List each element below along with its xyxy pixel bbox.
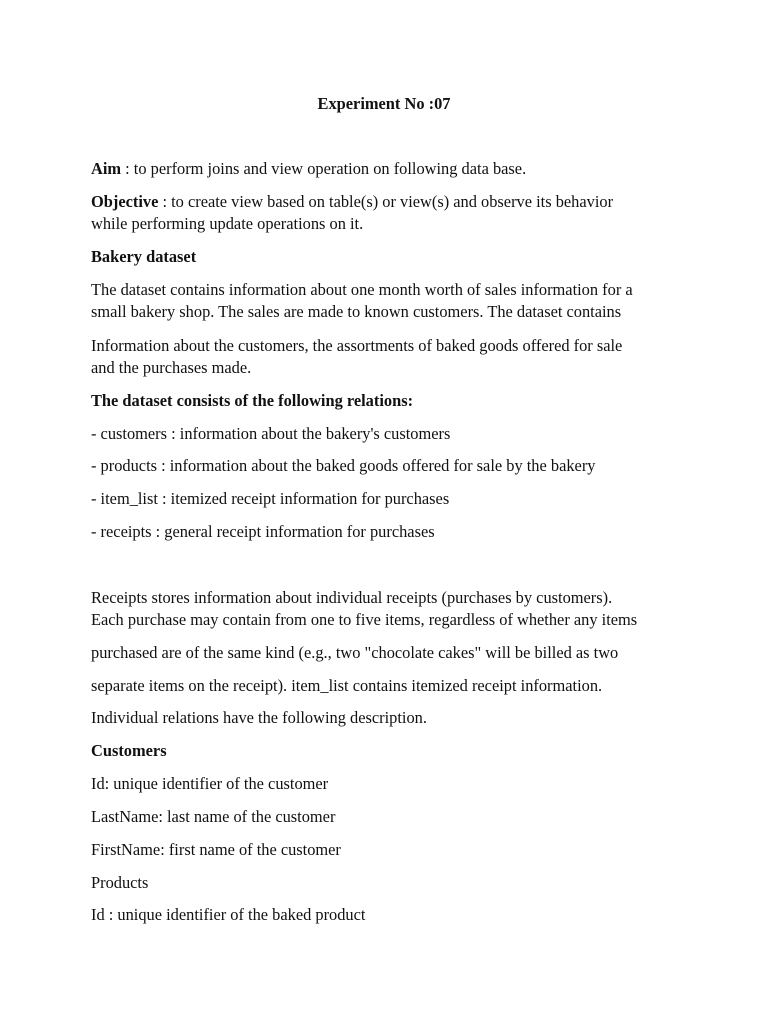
receipts-paragraph-line: purchased are of the same kind (e.g., two "chocolate cakes" will be billed as two bbox=[91, 643, 619, 662]
dataset-paragraph-line: and the purchases made. bbox=[91, 358, 252, 377]
objective-label: Objective bbox=[91, 192, 159, 211]
page-title: Experiment No :07 bbox=[317, 94, 451, 113]
customer-field: Id: unique identifier of the customer bbox=[91, 774, 329, 793]
receipts-paragraph-line: Individual relations have the following description. bbox=[91, 708, 427, 727]
receipts-paragraph-line: separate items on the receipt). item_list contains itemized receipt information. bbox=[91, 676, 603, 695]
objective-text: : to create view based on table(s) or view(s) and observe its behavior bbox=[158, 192, 614, 211]
customer-field: FirstName: first name of the customer bbox=[91, 840, 341, 859]
products-heading: Products bbox=[91, 873, 149, 892]
receipts-paragraph-line: Each purchase may contain from one to five items, regardless of whether any items bbox=[91, 610, 638, 629]
customers-heading: Customers bbox=[91, 741, 167, 760]
aim-label: Aim bbox=[91, 159, 122, 178]
dataset-paragraph-line: Information about the customers, the assortments of baked goods offered for sale bbox=[91, 336, 623, 355]
product-field: Id : unique identifier of the baked product bbox=[91, 905, 366, 924]
customer-field: LastName: last name of the customer bbox=[91, 807, 336, 826]
relations-heading: The dataset consists of the following relations: bbox=[91, 391, 414, 410]
aim-text: : to perform joins and view operation on following data base. bbox=[121, 159, 527, 178]
relation-item: - products : information about the baked goods offered for sale by the bakery bbox=[91, 456, 596, 475]
objective-line-1 bbox=[91, 191, 613, 213]
dataset-paragraph-line: The dataset contains information about one month worth of sales information for a bbox=[91, 280, 633, 299]
bakery-dataset-heading: Bakery dataset bbox=[91, 247, 197, 266]
relation-item: - customers : information about the bakery's customers bbox=[91, 424, 451, 443]
relation-item: - receipts : general receipt information for purchases bbox=[91, 522, 435, 541]
relation-item: - item_list : itemized receipt information for purchases bbox=[91, 489, 450, 508]
dataset-paragraph-line: small bakery shop. The sales are made to known customers. The dataset contains bbox=[91, 302, 622, 321]
aim-line bbox=[91, 158, 526, 180]
receipts-paragraph-line: Receipts stores information about individual receipts (purchases by customers). bbox=[91, 588, 613, 607]
objective-line-2: while performing update operations on it. bbox=[91, 214, 364, 233]
